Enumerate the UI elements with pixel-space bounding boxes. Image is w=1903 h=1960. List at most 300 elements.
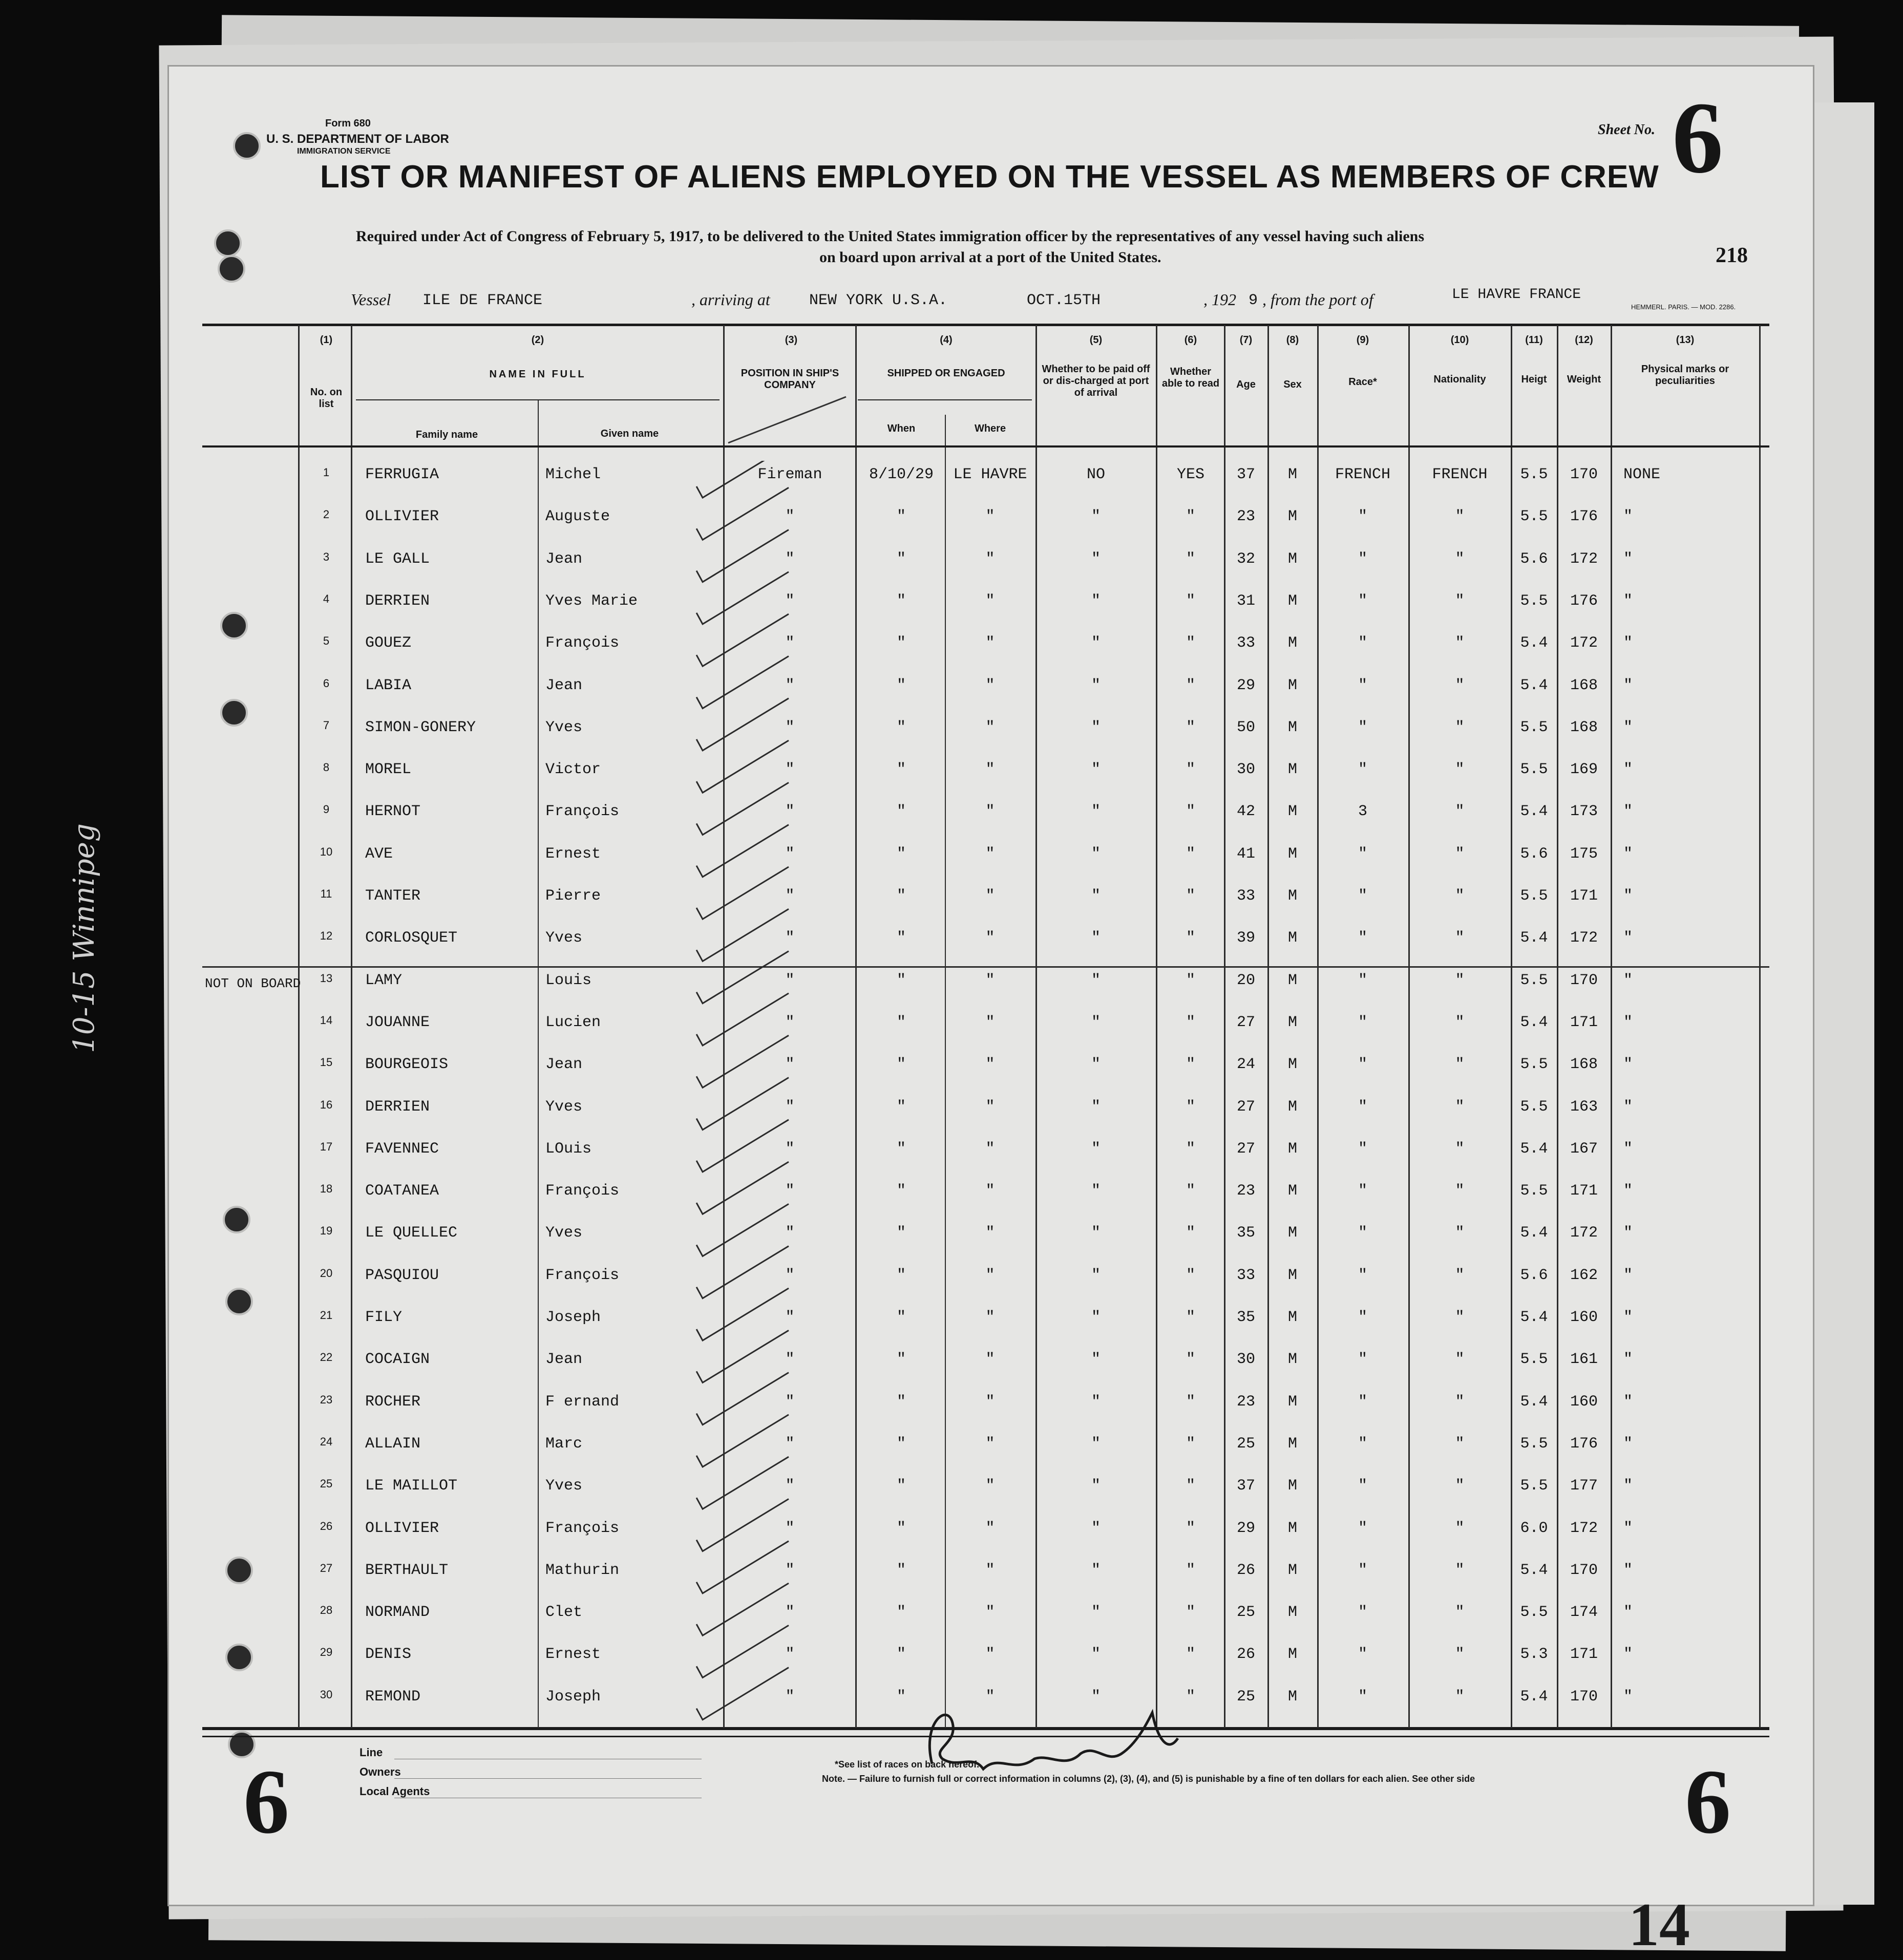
cell-read: "	[1186, 1266, 1195, 1284]
cell-family: FAVENNEC	[365, 1140, 439, 1158]
cell-paid: "	[1091, 929, 1101, 947]
cell-family: OLLIVIER	[365, 1519, 439, 1537]
cell-marks: "	[1623, 845, 1633, 863]
local-agents-label: Local Agents	[360, 1785, 430, 1798]
cell-no: 1	[323, 466, 330, 479]
cell-where: "	[985, 1393, 995, 1411]
cell-read: "	[1186, 1561, 1195, 1579]
cell-given: Yves	[545, 718, 583, 736]
cell-position: "	[785, 634, 795, 652]
cell-age: 27	[1236, 1098, 1255, 1116]
cell-where: "	[985, 1561, 995, 1579]
cell-marks: "	[1623, 1393, 1633, 1411]
cell-position: "	[785, 718, 795, 736]
cell-where: "	[985, 676, 995, 694]
cell-height: 5.5	[1520, 761, 1548, 779]
cell-where: "	[985, 845, 995, 863]
row-rule	[300, 624, 1759, 625]
cell-when: "	[896, 1604, 906, 1622]
cell-position: "	[785, 1604, 795, 1622]
cell-given: Yves	[545, 1477, 583, 1495]
line-label: Line	[360, 1746, 383, 1759]
check-mark	[696, 1120, 789, 1172]
cell-read: "	[1186, 1688, 1195, 1706]
cell-sex: M	[1287, 1351, 1297, 1369]
cell-where: "	[985, 1266, 995, 1284]
cell-marks: "	[1623, 1604, 1633, 1622]
cell-no: 25	[320, 1477, 333, 1490]
cell-when: "	[896, 634, 906, 652]
check-mark	[696, 825, 789, 877]
cell-race: "	[1358, 1140, 1367, 1158]
cell-paid: "	[1091, 1393, 1101, 1411]
header-race: Race*	[1348, 376, 1377, 388]
cell-when: "	[896, 1688, 906, 1706]
cell-position: "	[785, 1435, 795, 1453]
service: IMMIGRATION SERVICE	[297, 147, 391, 156]
cell-paid: NO	[1086, 466, 1105, 483]
cell-where: "	[985, 718, 995, 736]
cell-given: Yves	[545, 1224, 583, 1242]
cell-paid: "	[1091, 845, 1101, 863]
header-bottom-rule	[202, 445, 1769, 448]
cell-marks: "	[1623, 508, 1633, 526]
cell-family: MOREL	[365, 761, 412, 779]
cell-family: LE QUELLEC	[365, 1224, 458, 1242]
cell-sex: M	[1287, 1182, 1297, 1200]
cell-given: Joseph	[545, 1688, 601, 1706]
cell-position: "	[785, 592, 795, 610]
cell-age: 37	[1236, 1477, 1255, 1495]
cell-no: 20	[320, 1266, 333, 1280]
header-given-name: Given name	[600, 428, 659, 439]
cell-race: "	[1358, 1013, 1367, 1031]
subtitle-line-2: on board upon arrival at a port of the United States.	[819, 249, 1161, 266]
check-mark	[696, 1204, 789, 1256]
cell-read: "	[1186, 1140, 1195, 1158]
cell-no: 15	[320, 1056, 333, 1069]
cell-given: Lucien	[545, 1013, 601, 1031]
cell-family: TANTER	[365, 887, 421, 905]
cell-when: "	[896, 929, 906, 947]
cell-weight: 168	[1570, 1056, 1598, 1074]
cell-paid: "	[1091, 1056, 1101, 1074]
cell-weight: 176	[1570, 592, 1598, 610]
cell-when: "	[896, 803, 906, 821]
cell-sex: M	[1287, 971, 1297, 989]
year-digit: 9	[1249, 292, 1258, 309]
cell-age: 29	[1236, 1519, 1255, 1537]
cell-marks: "	[1623, 1561, 1633, 1579]
cell-age: 26	[1236, 1561, 1255, 1579]
cell-sex: M	[1287, 1477, 1297, 1495]
cell-race: "	[1358, 929, 1367, 947]
cell-age: 42	[1236, 803, 1255, 821]
cell-marks: "	[1623, 718, 1633, 736]
cell-race: 3	[1358, 803, 1367, 821]
cell-where: "	[985, 1056, 995, 1074]
cell-race: "	[1358, 550, 1367, 568]
cell-nat: "	[1455, 1646, 1465, 1664]
cell-where: "	[985, 1477, 995, 1495]
row-rule	[300, 835, 1759, 836]
cell-paid: "	[1091, 1013, 1101, 1031]
cell-race: "	[1358, 1688, 1367, 1706]
cell-age: 20	[1236, 971, 1255, 989]
cell-weight: 176	[1570, 508, 1598, 526]
cell-family: DENIS	[365, 1646, 412, 1664]
cell-when: "	[896, 971, 906, 989]
cell-paid: "	[1091, 1435, 1101, 1453]
cell-where: "	[985, 1435, 995, 1453]
check-mark	[696, 1625, 789, 1677]
cell-marks: "	[1623, 1056, 1633, 1074]
cell-when: "	[896, 1013, 906, 1031]
cell-no: 23	[320, 1393, 333, 1406]
cell-race: "	[1358, 676, 1367, 694]
row-rule	[300, 1214, 1759, 1215]
cell-weight: 169	[1570, 761, 1598, 779]
cell-paid: "	[1091, 1604, 1101, 1622]
cell-paid: "	[1091, 550, 1101, 568]
cell-given: LOuis	[545, 1140, 592, 1158]
cell-when: "	[896, 676, 906, 694]
from-label: , from the port of	[1262, 290, 1373, 309]
cell-no: 12	[320, 929, 333, 943]
cell-height: 5.5	[1520, 1056, 1548, 1074]
races-note: *See list of races on back hereof.	[835, 1759, 980, 1770]
cell-family: DERRIEN	[365, 592, 430, 610]
cell-marks: "	[1623, 1013, 1633, 1031]
cell-weight: 172	[1570, 634, 1598, 652]
cell-marks: "	[1623, 803, 1633, 821]
check-mark	[696, 1288, 789, 1340]
cell-nat: "	[1455, 845, 1465, 863]
cell-when: "	[896, 550, 906, 568]
cell-read: "	[1186, 803, 1195, 821]
cell-paid: "	[1091, 634, 1101, 652]
cell-family: HERNOT	[365, 803, 421, 821]
cell-family: FERRUGIA	[365, 466, 439, 483]
cell-race: "	[1358, 1519, 1367, 1537]
cell-paid: "	[1091, 761, 1101, 779]
col-divider	[351, 325, 352, 1728]
cell-given: Michel	[545, 466, 601, 483]
cell-given: Clet	[545, 1604, 583, 1622]
cell-height: 5.6	[1520, 550, 1548, 568]
cell-height: 5.5	[1520, 1351, 1548, 1369]
row-rule	[300, 1340, 1759, 1341]
header-where: Where	[974, 423, 1006, 434]
cell-given: Jean	[545, 1056, 583, 1074]
cell-nat: "	[1455, 1351, 1465, 1369]
cell-nat: "	[1455, 1182, 1465, 1200]
sheet-number-right: 6	[1685, 1751, 1731, 1852]
cell-given: Yves Marie	[545, 592, 638, 610]
cell-no: 7	[323, 718, 330, 732]
check-mark	[696, 461, 789, 498]
cell-read: "	[1186, 1519, 1195, 1537]
cell-no: 13	[320, 971, 333, 985]
row-rule	[300, 666, 1759, 667]
cell-given: Auguste	[545, 508, 610, 526]
cell-position: "	[785, 1309, 795, 1326]
cell-paid: "	[1091, 971, 1101, 989]
cell-where: "	[985, 971, 995, 989]
cell-height: 5.6	[1520, 1266, 1548, 1284]
cell-read: "	[1186, 1056, 1195, 1074]
cell-race: "	[1358, 1435, 1367, 1453]
penalty-note: Note. — Failure to furnish full or correct information in columns (2), (3), (4), and (5) is punishable by a fine of ten dollars for each alien. See other side	[822, 1774, 1475, 1784]
row-rule	[300, 1551, 1759, 1552]
cell-when: "	[896, 1056, 906, 1074]
cell-weight: 170	[1570, 1688, 1598, 1706]
header-sex: Sex	[1283, 379, 1302, 390]
cell-position: "	[785, 1056, 795, 1074]
header-position: POSITION IN SHIP'S COMPANY	[741, 368, 839, 391]
cell-read: "	[1186, 1604, 1195, 1622]
col-num: (2)	[531, 334, 544, 346]
header-slash	[723, 394, 855, 445]
cell-read: "	[1186, 718, 1195, 736]
cell-where: "	[985, 929, 995, 947]
cell-where: "	[985, 1519, 995, 1537]
cell-weight: 167	[1570, 1140, 1598, 1158]
check-mark	[696, 1035, 789, 1088]
cell-no: 19	[320, 1224, 333, 1238]
cell-when: "	[896, 1519, 906, 1537]
check-mark	[696, 698, 789, 751]
cell-sex: M	[1287, 929, 1297, 947]
cell-paid: "	[1091, 1561, 1101, 1579]
cell-where: "	[985, 1351, 995, 1369]
cell-height: 5.5	[1520, 508, 1548, 526]
subtitle-line-1: Required under Act of Congress of February 5, 1917, to be delivered to the United States immigration officer by the representatives of any vessel having such aliens	[356, 228, 1424, 245]
cell-given: F ernand	[545, 1393, 620, 1411]
cell-when: "	[896, 1393, 906, 1411]
col-divider	[1759, 325, 1761, 1728]
cell-weight: 173	[1570, 803, 1598, 821]
cell-paid: "	[1091, 1477, 1101, 1495]
row-rule	[300, 1256, 1759, 1257]
cell-family: ALLAIN	[365, 1435, 421, 1453]
cell-no: 2	[323, 508, 330, 521]
cell-race: "	[1358, 718, 1367, 736]
cell-sex: M	[1287, 803, 1297, 821]
cell-family: FILY	[365, 1309, 403, 1326]
row-rule	[300, 1467, 1759, 1468]
cell-marks: "	[1623, 1646, 1633, 1664]
cell-family: REMOND	[365, 1688, 421, 1706]
row-rule	[300, 1088, 1759, 1089]
cell-age: 31	[1236, 592, 1255, 610]
cell-age: 25	[1236, 1604, 1255, 1622]
cell-race: "	[1358, 634, 1367, 652]
cell-nat: "	[1455, 761, 1465, 779]
cell-nat: "	[1455, 1098, 1465, 1116]
check-mark	[696, 1541, 789, 1593]
check-mark	[696, 1668, 789, 1720]
cell-age: 27	[1236, 1140, 1255, 1158]
cell-paid: "	[1091, 1646, 1101, 1664]
col-num: (10)	[1450, 334, 1469, 346]
cell-height: 5.4	[1520, 1309, 1548, 1326]
cell-sex: M	[1287, 676, 1297, 694]
cell-nat: "	[1455, 1266, 1465, 1284]
cell-no: 16	[320, 1098, 333, 1111]
cell-marks: "	[1623, 1351, 1633, 1369]
cell-where: "	[985, 508, 995, 526]
cell-marks: "	[1623, 761, 1633, 779]
cell-when: "	[896, 1435, 906, 1453]
cell-race: "	[1358, 1646, 1367, 1664]
cell-sex: M	[1287, 1309, 1297, 1326]
cell-race: "	[1358, 761, 1367, 779]
cell-no: 10	[320, 845, 333, 858]
cell-height: 5.5	[1520, 971, 1548, 989]
cell-weight: 171	[1570, 1182, 1598, 1200]
cell-paid: "	[1091, 803, 1101, 821]
cell-where: "	[985, 1098, 995, 1116]
owners-label: Owners	[360, 1765, 401, 1778]
cell-nat: "	[1455, 718, 1465, 736]
cell-marks: "	[1623, 1519, 1633, 1537]
cell-age: 26	[1236, 1646, 1255, 1664]
cell-sex: M	[1287, 1266, 1297, 1284]
cell-given: Jean	[545, 550, 583, 568]
page-code: 218	[1716, 244, 1748, 267]
cell-given: Jean	[545, 1351, 583, 1369]
cell-sex: M	[1287, 550, 1297, 568]
cell-age: 32	[1236, 550, 1255, 568]
cell-height: 5.6	[1520, 845, 1548, 863]
cell-read: YES	[1176, 466, 1204, 483]
cell-position: Fireman	[757, 466, 822, 483]
cell-family: BERTHAULT	[365, 1561, 449, 1579]
cell-when: "	[896, 887, 906, 905]
check-mark	[696, 993, 789, 1046]
cell-weight: 177	[1570, 1477, 1598, 1495]
cell-height: 5.5	[1520, 466, 1548, 483]
vessel-name: ILE DE FRANCE	[422, 292, 543, 309]
cell-where: "	[985, 887, 995, 905]
cell-sex: M	[1287, 1435, 1297, 1453]
cell-marks: "	[1623, 887, 1633, 905]
cell-no: 6	[323, 676, 330, 690]
cell-weight: 172	[1570, 929, 1598, 947]
cell-when: "	[896, 1224, 906, 1242]
cell-race: "	[1358, 1056, 1367, 1074]
cell-when: "	[896, 508, 906, 526]
cell-weight: 161	[1570, 1351, 1598, 1369]
cell-nat: "	[1455, 1056, 1465, 1074]
cell-position: "	[785, 1140, 795, 1158]
cell-paid: "	[1091, 592, 1101, 610]
cell-where: "	[985, 1140, 995, 1158]
cell-position: "	[785, 1266, 795, 1284]
cell-age: 30	[1236, 1351, 1255, 1369]
cell-weight: 170	[1570, 971, 1598, 989]
department: U. S. DEPARTMENT OF LABOR	[266, 132, 449, 146]
sheet-number: 6	[1672, 81, 1723, 195]
cell-marks: "	[1623, 1688, 1633, 1706]
cell-family: ROCHER	[365, 1393, 421, 1411]
col-divider	[1611, 325, 1612, 1728]
cell-height: 5.5	[1520, 1435, 1548, 1453]
cell-read: "	[1186, 1435, 1195, 1453]
sheet-label: Sheet No.	[1598, 122, 1655, 138]
cell-family: GOUEZ	[365, 634, 412, 652]
cell-given: François	[545, 1182, 620, 1200]
cell-position: "	[785, 887, 795, 905]
cell-position: "	[785, 1688, 795, 1706]
row-rule	[300, 1635, 1759, 1636]
cell-sex: M	[1287, 1646, 1297, 1664]
cell-weight: 171	[1570, 1646, 1598, 1664]
cell-position: "	[785, 676, 795, 694]
cell-height: 5.4	[1520, 634, 1548, 652]
check-mark	[696, 1373, 789, 1425]
header-no-on-list: No. on list	[310, 387, 343, 410]
row-rule	[300, 1130, 1759, 1131]
cell-height: 5.4	[1520, 1224, 1548, 1242]
cell-age: 35	[1236, 1224, 1255, 1242]
cell-given: François	[545, 634, 620, 652]
manifest-page	[169, 67, 1813, 1905]
cell-family: COCAIGN	[365, 1351, 430, 1369]
cell-no: 18	[320, 1182, 333, 1196]
check-mark	[696, 1583, 789, 1635]
cell-weight: 175	[1570, 845, 1598, 863]
cell-weight: 168	[1570, 676, 1598, 694]
col-num: (5)	[1089, 334, 1103, 346]
cell-where: "	[985, 550, 995, 568]
cell-nat: "	[1455, 1393, 1465, 1411]
cell-age: 23	[1236, 508, 1255, 526]
cell-position: "	[785, 1013, 795, 1031]
cell-nat: "	[1455, 1435, 1465, 1453]
cell-nat: "	[1455, 592, 1465, 610]
cell-sex: M	[1287, 887, 1297, 905]
cell-nat: "	[1455, 508, 1465, 526]
cell-race: "	[1358, 1309, 1367, 1326]
cell-when: "	[896, 1309, 906, 1326]
check-mark	[696, 951, 789, 1004]
cell-paid: "	[1091, 1098, 1101, 1116]
cell-paid: "	[1091, 1182, 1101, 1200]
cell-given: François	[545, 803, 620, 821]
cell-paid: "	[1091, 1224, 1101, 1242]
cell-family: JOUANNE	[365, 1013, 430, 1031]
header-paid-off: Whether to be paid off or dis-charged at port of arrival	[1042, 364, 1150, 398]
cell-read: "	[1186, 887, 1195, 905]
cell-given: Jean	[545, 676, 583, 694]
cell-nat: FRENCH	[1432, 466, 1488, 483]
check-mark	[696, 1499, 789, 1551]
cell-given: Ernest	[545, 845, 601, 863]
header-height: Heigt	[1521, 374, 1547, 385]
cell-height: 5.4	[1520, 1688, 1548, 1706]
printer-mark: HEMMERL. PARIS. — MOD. 2286.	[1631, 303, 1736, 311]
cell-nat: "	[1455, 676, 1465, 694]
page-title: LIST OR MANIFEST OF ALIENS EMPLOYED ON THE VESSEL AS MEMBERS OF CREW	[320, 159, 1659, 195]
cell-no: 4	[323, 592, 330, 605]
cell-nat: "	[1455, 634, 1465, 652]
cell-given: Pierre	[545, 887, 601, 905]
cell-sex: M	[1287, 845, 1297, 863]
cell-position: "	[785, 1393, 795, 1411]
col-num: (13)	[1676, 334, 1695, 346]
